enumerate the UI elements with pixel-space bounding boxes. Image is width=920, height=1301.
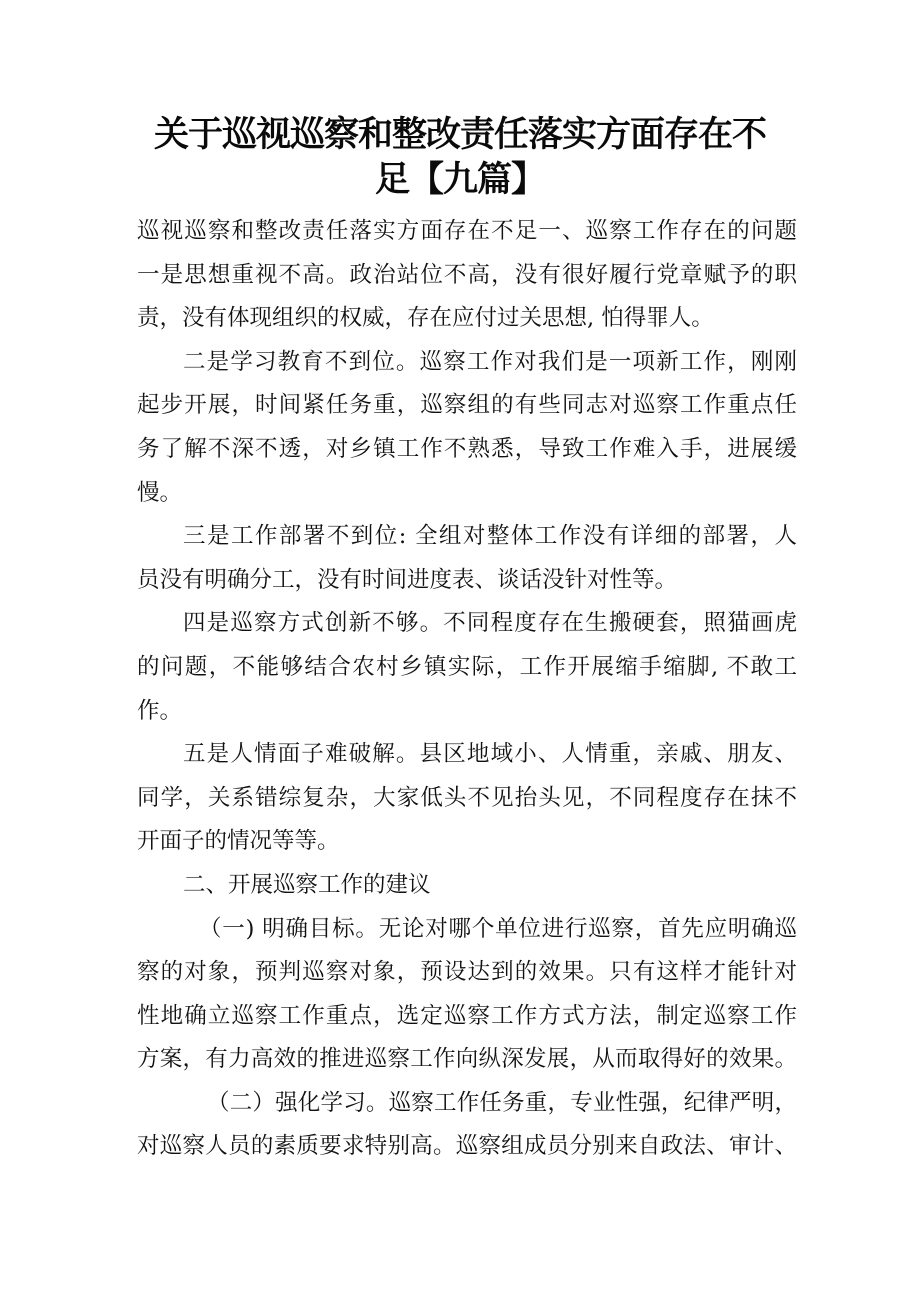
body-line: 同学，关系错综复杂，大家低头不见抬头见，不同程度存在抹不 [137, 784, 797, 811]
body-line: 开面子的情况等等。 [137, 828, 340, 855]
document-title-line-2: 足【九篇】 [374, 160, 545, 200]
body-line: 巡视巡察和整改责任落实方面存在不足一、巡察工作存在的问题 [137, 218, 797, 244]
body-line: 性地确立巡察工作重点，选定巡察工作方式方法，制定巡察工作 [137, 1002, 797, 1029]
body-line: 四是巡察方式创新不够。不同程度存在生搬硬套，照猫画虎 [183, 610, 797, 637]
body-line: （一) 明确目标。无论对哪个单位进行巡察，首先应明确巡 [199, 915, 797, 942]
body-line: 一是思想重视不高。政治站位不高，没有很好履行党章赋予的职 [137, 261, 797, 288]
body-line: 务了解不深不透，对乡镇工作不熟悉，导致工作难入手，进展缓 [137, 435, 797, 462]
body-line: 察的对象，预判巡察对象，预设达到的效果。只有这样才能针对 [137, 959, 797, 986]
body-line: 起步开展，时间紧任务重，巡察组的有些同志对巡察工作重点任 [137, 392, 797, 419]
body-line: （二）强化学习。巡察工作任务重，专业性强，纪律严明， [207, 1089, 797, 1116]
body-line: 作。 [137, 697, 183, 724]
document-title-line-1: 关于巡视巡察和整改责任落实方面存在不 [153, 115, 766, 155]
body-line: 员没有明确分工，没有时间进度表、谈话没针对性等。 [137, 566, 678, 593]
body-line: 责，没有体现组织的权威，存在应付过关思想, 怕得罪人。 [137, 305, 714, 332]
body-line: 的问题，不能够结合农村乡镇实际，工作开展缩手缩脚, 不敢工 [137, 653, 797, 680]
body-line: 三是工作部署不到位: 全组对整体工作没有详细的部署，人 [183, 523, 797, 550]
body-line: 方案，有力高效的推进巡察工作向纵深发展，从而取得好的效果。 [137, 1046, 797, 1073]
body-line: 对巡察人员的素质要求特别高。巡察组成员分别来自政法、审计、 [137, 1133, 797, 1160]
section-heading: 二、开展巡察工作的建议 [183, 871, 431, 898]
body-line: 五是人情面子难破解。县区地域小、人情重，亲戚、朋友、 [183, 741, 797, 768]
document-body [137, 210, 797, 1169]
body-line: 慢。 [137, 479, 183, 506]
body-line: 二是学习教育不到位。巡察工作对我们是一项新工作，刚刚 [183, 348, 797, 375]
